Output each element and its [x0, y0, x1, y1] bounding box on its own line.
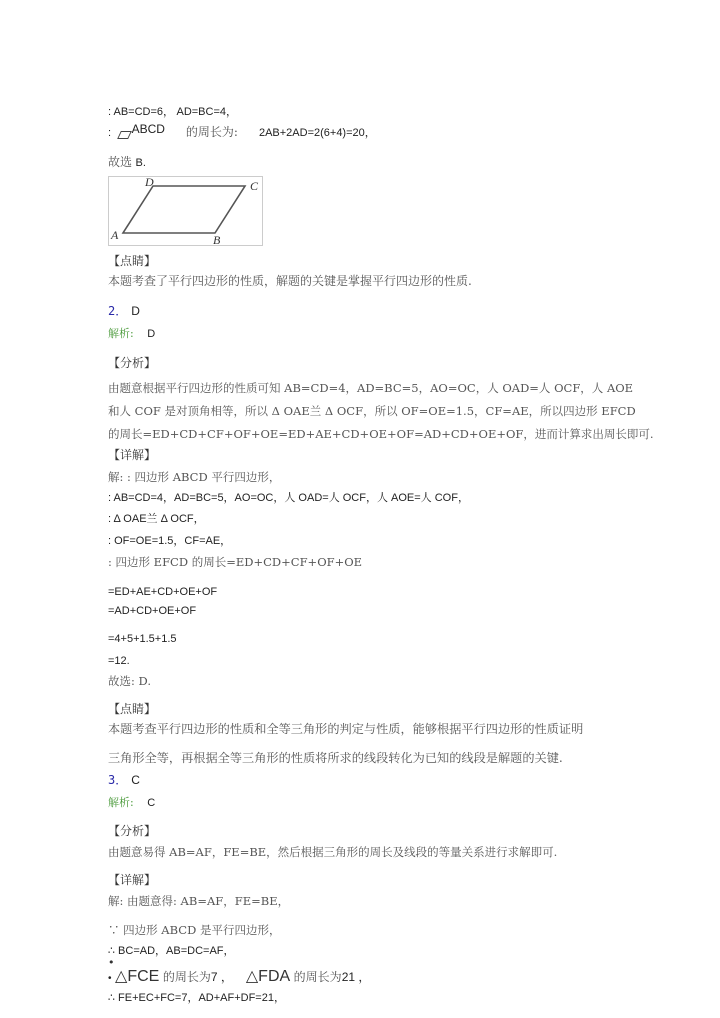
triangle-perimeter-line	[108, 966, 370, 990]
bullet-mark: •	[108, 956, 115, 969]
fenxi-line: 和人 COF 是对顶角相等，所以 Δ OAE兰 Δ OCF，所以 OF=OE=1.5，CF=AE，所以四边形 EFCD	[108, 404, 636, 418]
question-2-header	[108, 303, 140, 320]
question-3-header	[108, 772, 140, 789]
parallelogram-icon	[117, 131, 132, 139]
dianjing-text: 本题考查了平行四边形的性质，解题的关键是掌握平行四边形的性质.	[108, 274, 472, 288]
equation-line: : AB=CD=6， AD=BC=4，	[108, 106, 238, 118]
choice-line	[108, 154, 146, 171]
vertex-label-d: D	[145, 177, 154, 189]
shape-name: ABCD	[131, 122, 165, 136]
xiangjie-line: : OF=OE=1.5，CF=AE，	[108, 535, 232, 547]
vertex-label-c: C	[250, 179, 259, 193]
choice-label: 故选	[108, 155, 133, 169]
question-number: 2．	[108, 304, 128, 318]
jiexi-line	[108, 795, 155, 811]
choice-value: B.	[135, 157, 146, 169]
parallelogram-figure	[108, 176, 263, 246]
xiangjie-line: =12.	[108, 655, 130, 667]
section-heading-xiangjie: 【详解】	[108, 873, 157, 887]
jiexi-label: 解析:	[108, 796, 134, 809]
triangle-fda: △FDA	[245, 968, 291, 985]
xiangjie-line: ∵ 四边形 ABCD 是平行四边形，	[108, 923, 281, 937]
jiexi-label: 解析:	[108, 327, 134, 340]
xiangjie-line: ∴ BC=AD，AB=DC=AF，	[108, 945, 235, 957]
perimeter-expression: 2AB+2AD=2(6+4)=20，	[258, 127, 376, 139]
perimeter-line	[108, 124, 376, 141]
section-heading-dianjing: 【点睛】	[108, 254, 157, 268]
perimeter-value: 21 ，	[341, 970, 371, 984]
bullet-mark: •	[108, 973, 112, 984]
jiexi-value: C	[147, 797, 156, 809]
vertex-label-a: A	[111, 228, 119, 242]
perimeter-label: 的周长为	[162, 970, 211, 984]
section-heading-fenxi: 【分析】	[108, 356, 157, 370]
perimeter-label: 的周长为	[293, 970, 342, 984]
xiangjie-line: : 四边形 EFCD 的周长=ED+CD+CF+OF+OE	[108, 555, 363, 569]
perimeter-value: 7 ，	[210, 970, 233, 984]
question-answer: D	[131, 304, 140, 318]
fenxi-text: 由题意易得 AB=AF，FE=BE，然后根据三角形的周长及线段的等量关系进行求解即可.	[108, 845, 558, 859]
question-number: 3．	[108, 773, 128, 787]
dianjing-line: 本题考查平行四边形的性质和全等三角形的判定与性质，能够根据平行四边形的性质证明	[108, 722, 584, 736]
xiangjie-line: 故选: D.	[108, 674, 151, 688]
parallelogram-diagram	[109, 177, 262, 245]
xiangjie-line: : Δ OAE兰 Δ OCF，	[108, 513, 205, 525]
fenxi-line: 的周长=ED+CD+CF+OF+OE=ED+AE+CD+OE+OF=AD+CD+OE+OF，进而计算求出周长即可.	[108, 427, 654, 441]
xiangjie-line: ∴ FE+EC+FC=7，AD+AF+DF=21，	[108, 992, 285, 1004]
xiangjie-line: =4+5+1.5+1.5	[108, 633, 177, 645]
section-heading-dianjing: 【点睛】	[108, 702, 157, 716]
jiexi-line	[108, 326, 155, 342]
vertex-label-b: B	[213, 233, 221, 245]
xiangjie-line: 解: 由题意得: AB=AF，FE=BE，	[108, 894, 290, 908]
xiangjie-line: : AB=CD=4，AD=BC=5，AO=OC，人 OAD=人 OCF，人 AOE=人 COF，	[108, 492, 469, 504]
jiexi-value: D	[147, 328, 156, 340]
xiangjie-line: =ED+AE+CD+OE+OF	[108, 586, 218, 598]
triangle-fce: △FCE	[115, 968, 160, 985]
perimeter-label: 的周长为:	[185, 125, 238, 139]
xiangjie-line: =AD+CD+OE+OF	[108, 605, 197, 617]
question-answer: C	[131, 773, 140, 787]
dianjing-line: 三角形全等，再根据全等三角形的性质将所求的线段转化为已知的线段是解题的关键.	[108, 751, 563, 765]
xiangjie-line: 解: : 四边形 ABCD 平行四边形，	[108, 470, 281, 484]
fenxi-line: 由题意根据平行四边形的性质可知 AB=CD=4，AD=BC=5，AO=OC，人 OAD=人 OCF，人 AOE	[108, 381, 634, 395]
section-heading-xiangjie: 【详解】	[108, 448, 157, 462]
section-heading-fenxi: 【分析】	[108, 824, 157, 838]
therefore-mark: :	[108, 127, 112, 139]
